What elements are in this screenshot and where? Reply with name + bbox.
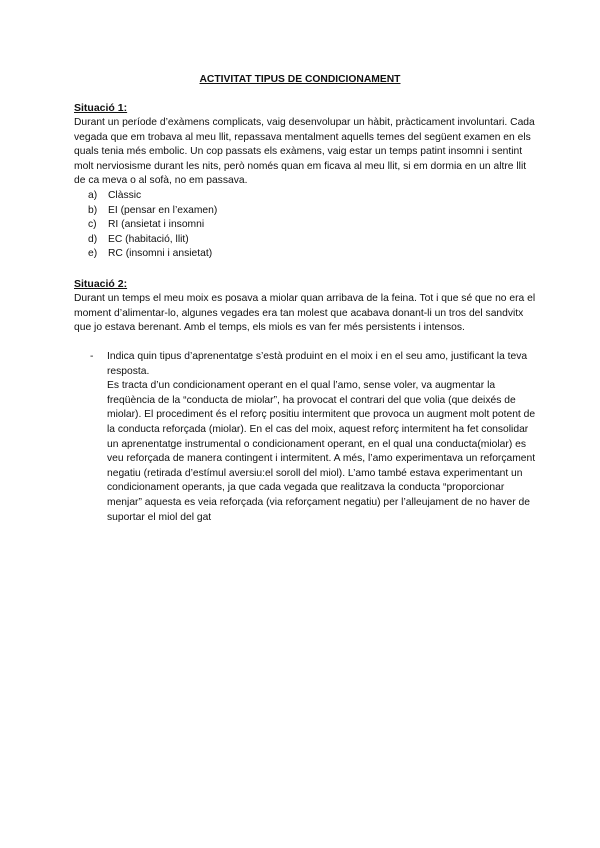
situation-1-text: Durant un període d’exàmens complicats, vaig desenvolupar un hàbit, pràcticament involuntari. Cada vegada que em trobava al meu llit, repassava mentalment aquells temes del següent examen en els quals tenia més embolic. Un cop passats els exàmens, vaig estar un temps patint insomni i sentint molt nerviosisme durant les nits, però només quan em ficava al meu llit, si em dormia en un altre llit de ca meva o al sofà, no em passava. bbox=[74, 117, 535, 187]
option-c: c) RI (ansietat i insomni bbox=[88, 219, 205, 231]
option-d: d) EC (habitació, llit) bbox=[88, 233, 189, 245]
answer-text: Es tracta d’un condicionament operant en el qual l’amo, sense voler, va augmentar la freqüència de la “conducta de miolar”, ha provocat el contrari del que volia (que deixés de miolar). El procediment és el reforç positiu intermitent que provoca un augment molt potent de la conducta reforçada (miolar). En el cas del moix, aquest reforç intermitent ha fet consolidar un aprenentatge instrumental o condicionament operant, en el qual una conducta(miolar) es veu reforçada de manera contingent i intermitent. A més, l’amo experimentava un reforçament negatiu (retirada d’estímul aversiu:el soroll del miol). L’amo també estava experimentant un condicionament operants, ja que cada vegada que realitzava la conducta “proporcionar menjar” aquesta es veia reforçada (via reforçament negatiu) per l’alleujament de no haver de suportar el miol del gat bbox=[107, 380, 536, 523]
situation-2-text: Durant un temps el meu moix es posava a miolar quan arribava de la feina. Tot i que sé que no era el moment d’alimentar-lo, algunes vegades era tan molest que acabava donant-li un tros del sandvitx que jo estava berenant. Amb el temps, els miols es van fer més persistents i intensos. bbox=[74, 293, 536, 334]
bullet-dash: - bbox=[90, 351, 94, 362]
situation-2-heading: Situació 2: bbox=[74, 278, 128, 290]
question-text: Indica quin tipus d’aprenentatge s’està produint en el moix i en el seu amo, justificant la teva resposta. bbox=[107, 351, 528, 377]
option-a: a) Clàssic bbox=[88, 190, 142, 201]
option-e: e) RC (insomni i ansietat) bbox=[88, 248, 213, 260]
situation-1-heading: Situació 1: bbox=[74, 102, 128, 114]
document-title: ACTIVITAT TIPUS DE CONDICIONAMENT bbox=[199, 74, 401, 85]
option-b: b) EI (pensar en l’examen) bbox=[88, 204, 218, 216]
question-body bbox=[107, 350, 540, 525]
situation-1-options bbox=[88, 189, 217, 262]
